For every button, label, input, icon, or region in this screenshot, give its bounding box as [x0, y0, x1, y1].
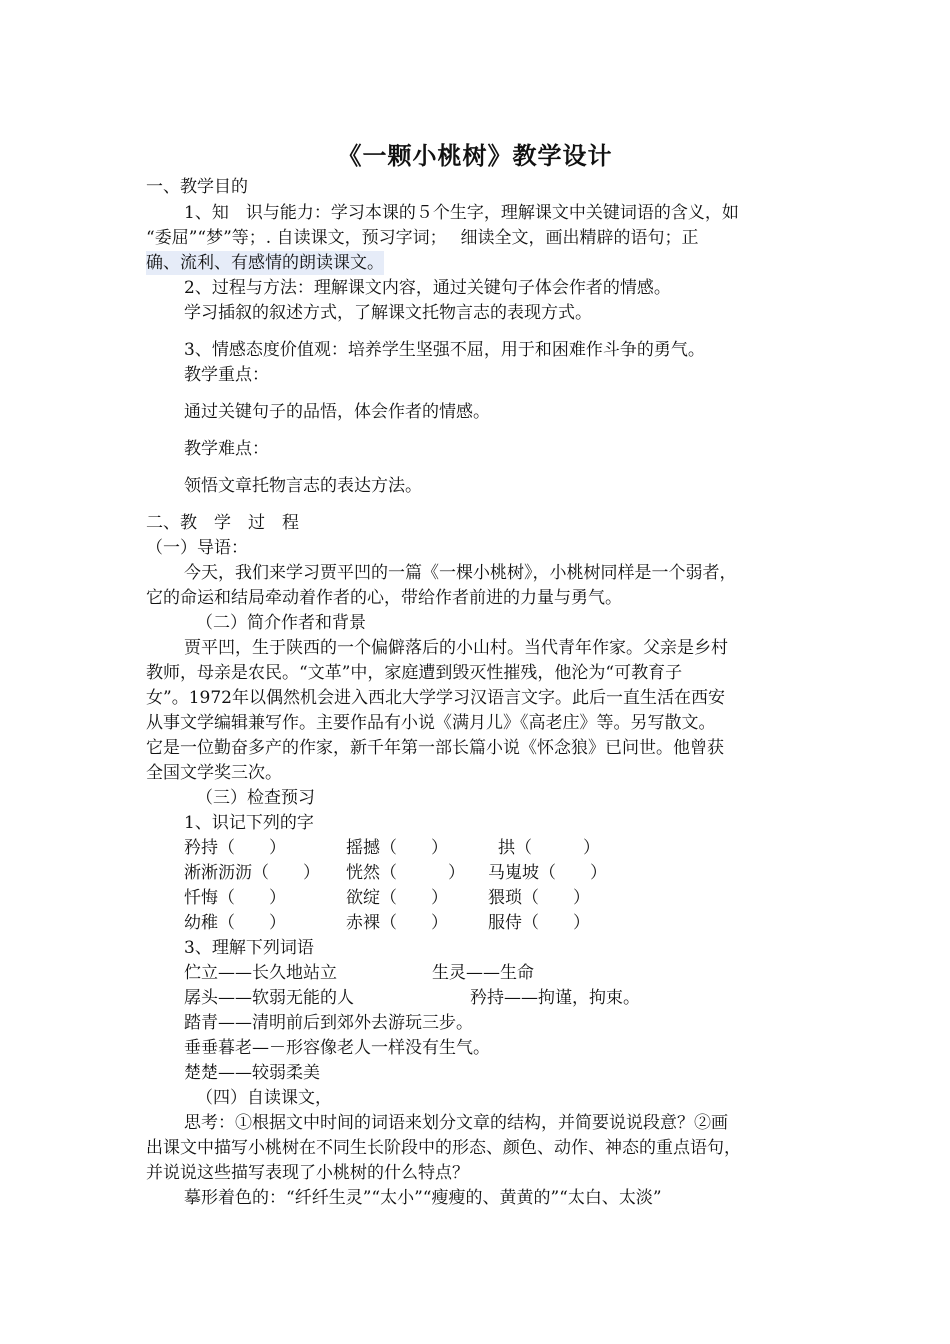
goal1-line3: 确、流利、有感情的朗读课文。 — [146, 253, 384, 273]
char-item: 淅淅沥沥（ ） — [184, 863, 320, 883]
word-definition: 孱头——软弱无能的人 — [184, 988, 354, 1008]
bio-line2: 教师，母亲是农民。“文革”中，家庭遭到毁灭性摧残，他沦为“可教育子 — [146, 663, 683, 683]
bio-line6: 全国文学奖三次。 — [146, 763, 282, 783]
char-item: 赤裸（ ） — [346, 913, 448, 933]
sub-heading-preview: （三）检查预习 — [196, 788, 315, 808]
goal2-line1: 2、过程与方法：理解课文内容，通过关键句子体会作者的情感。 — [184, 278, 671, 298]
section-heading-process: 二、教 学 过 程 — [146, 513, 299, 533]
think-line3: 并说说这些描写表现了小桃树的什么特点？ — [146, 1163, 469, 1183]
char-item: 忏悔（ ） — [184, 888, 286, 908]
bio-line1: 贾平凹，生于陕西的一个偏僻落后的小山村。当代青年作家。父亲是乡村 — [184, 638, 728, 658]
goal2-line2: 学习插叙的叙述方式，了解课文托物言志的表现方式。 — [184, 303, 592, 323]
goal1-line2: “委屈”“梦”等；. 自读课文，预习字词； 细读全文，画出精辟的语句；正 — [146, 228, 699, 248]
char-item: 矜持（ ） — [184, 838, 286, 858]
document-title: 《一颗小桃树》教学设计 — [337, 141, 613, 170]
char-item: 拱（ ） — [498, 838, 600, 858]
char-item: 服侍（ ） — [488, 913, 590, 933]
bio-line3: 女”。1972年以偶然机会进入西北大学学习汉语言文字。此后一直生活在西安 — [146, 688, 725, 708]
key-point-text: 通过关键句子的品悟，体会作者的情感。 — [184, 402, 490, 422]
word-definition: 矜持——拘谨，拘束。 — [470, 988, 640, 1008]
words-heading: 3、理解下列词语 — [184, 938, 314, 958]
intro-line1: 今天，我们来学习贾平凹的一篇《一棵小桃树》，小桃树同样是一个弱者， — [184, 563, 737, 583]
sub-heading-author: （二）简介作者和背景 — [196, 613, 366, 633]
word-definition: 踏青——清明前后到郊外去游玩三步。 — [184, 1013, 473, 1033]
intro-line2: 它的命运和结局牵动着作者的心，带给作者前进的力量与勇气。 — [146, 588, 622, 608]
char-item: 猥琐（ ） — [488, 888, 590, 908]
think-line1: 思考：①根据文中时间的词语来划分文章的结构，并简要说说段意？②画 — [184, 1113, 728, 1133]
word-definition: 伫立——长久地站立 — [184, 963, 337, 983]
char-item: 恍然（ ） — [346, 863, 465, 883]
word-definition: 生灵——生命 — [432, 963, 534, 983]
word-definition: 楚楚——较弱柔美 — [184, 1063, 320, 1083]
difficulty-text: 领悟文章托物言志的表达方法。 — [184, 476, 422, 496]
char-item: 欲绽（ ） — [346, 888, 448, 908]
char-item: 摇撼（ ） — [346, 838, 448, 858]
bio-line4: 从事文学编辑兼写作。主要作品有小说《满月儿》《高老庄》等。另写散文。 — [146, 713, 716, 733]
sub-heading-reading: （四）自读课文， — [196, 1088, 332, 1108]
sub-heading-intro: （一）导语： — [146, 538, 248, 558]
think-line2: 出课文中描写小桃树在不同生长阶段中的形态、颜色、动作、神态的重点语句， — [146, 1138, 741, 1158]
goal1-line1: 1、知 识与能力：学习本课的５个生字，理解课文中关键词语的含义，如 — [184, 203, 739, 223]
bio-line5: 它是一位勤奋多产的作家，新千年第一部长篇小说《怀念狼》已问世。他曾获 — [146, 738, 724, 758]
goal3-line: 3、情感态度价值观：培养学生坚强不屈，用于和困难作斗争的勇气。 — [184, 340, 705, 360]
char-item: 幼稚（ ） — [184, 913, 286, 933]
description-line1: 摹形着色的：“纤纤生灵”“太小”“瘦瘦的、黄黄的”“太白、太淡” — [184, 1188, 662, 1208]
chars-heading: 1、识记下列的字 — [184, 813, 314, 833]
char-item: 马嵬坡（ ） — [488, 863, 607, 883]
word-definition: 垂垂暮老—－形容像老人一样没有生气。 — [184, 1038, 490, 1058]
section-heading-goals: 一、教学目的 — [146, 177, 248, 197]
key-point-label: 教学重点： — [184, 365, 269, 385]
difficulty-label: 教学难点： — [184, 439, 269, 459]
